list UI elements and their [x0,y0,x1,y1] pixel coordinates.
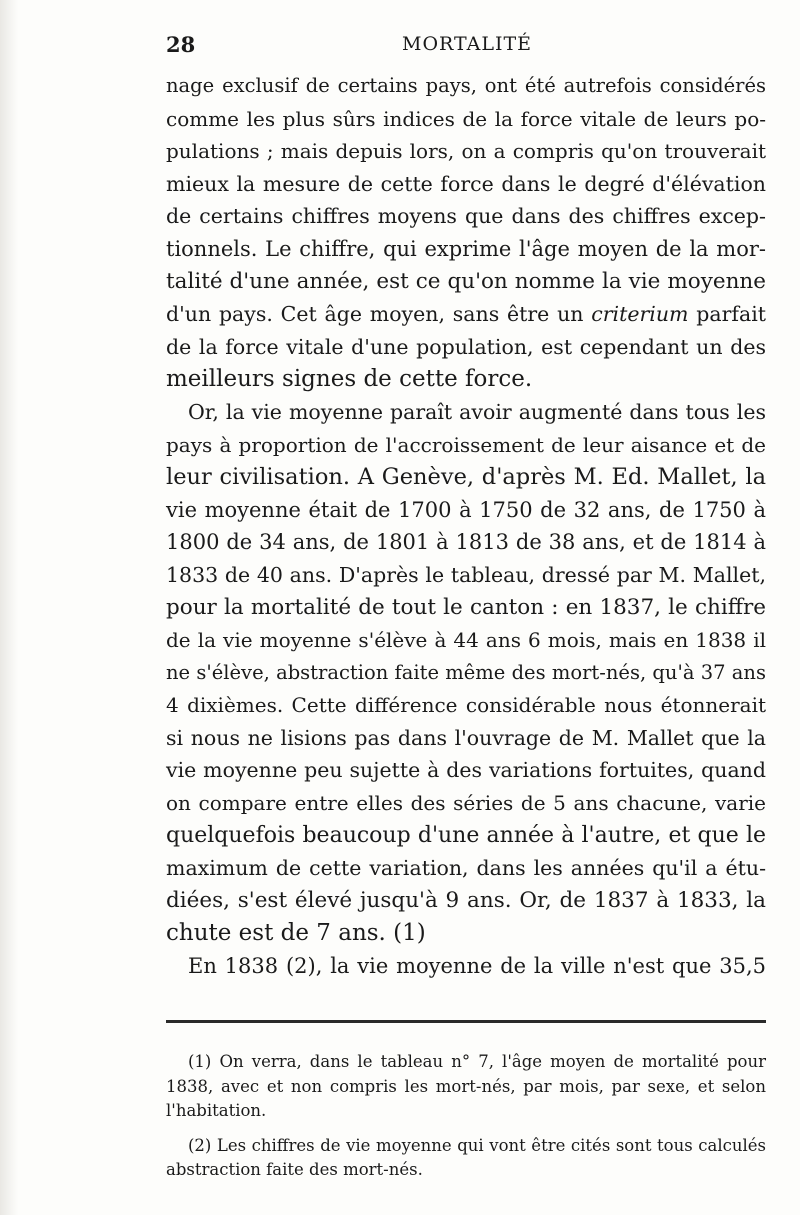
text-line: maximum de cette variation, dans les années qu'il a étu- [166,856,766,881]
text-line: de la force vitale d'une population, est cependant un des [166,334,766,359]
footnote-2-line: (2) Les chiffres de vie moyenne qui vont être cités sont tous calculés [188,1135,766,1155]
page-header [166,32,766,58]
body-text [166,70,766,983]
page-gutter-shadow [0,0,18,1215]
italic-term: criterium [591,302,689,327]
text-line: 1800 de 34 ans, de 1801 à 1813 de 38 ans, et de 1814 à [166,530,766,555]
footnote-spacer [166,1124,766,1134]
text-line-paragraph-end: meilleurs signes de cette force. [166,366,533,393]
footnote-2-line: abstraction faite des mort-nés. [166,1160,423,1179]
text-line: on compare entre elles des séries de 5 ans chacune, varie [166,791,766,816]
text-line: 4 dixièmes. Cette différence considérable nous étonnerait [166,693,766,718]
text-line: pulations ; mais depuis lors, on a compris qu'on trouverait [166,139,766,164]
text-line-paragraph-end: chute est de 7 ans. (1) [166,920,426,947]
footnotes [166,1050,766,1183]
footnote-rule [166,1020,766,1023]
text-line: si nous ne lisions pas dans l'ouvrage de M. Mallet que la [166,725,766,750]
text-line: quelquefois beaucoup d'une année à l'autre, et que le [166,822,766,848]
text-line: 1833 de 40 ans. D'après le tableau, dressé par M. Mallet, [166,562,766,587]
text-line: de certains chiffres moyens que dans des chiffres excep- [166,204,766,229]
text-line: talité d'une année, est ce qu'on nomme la vie moyenne [166,268,766,294]
footnote-1-line: l'habitation. [166,1101,267,1120]
text-line: pays à proportion de l'accroissement de leur aisance et de [166,432,766,457]
footnote-1-line: 1838, avec et non compris les mort-nés, par mois, par sexe, et selon [166,1076,766,1096]
text-line: comme les plus sûrs indices de la force vitale de leurs po- [166,106,766,131]
text-line: d'un pays. Cet âge moyen, sans être un criterium parfait [166,302,766,327]
footnote-1-line: (1) On verra, dans le tableau n° 7, l'âge moyen de mortalité pour [188,1052,766,1071]
text-line-paragraph-start: En 1838 (2), la vie moyenne de la ville n'est que 35,5 [188,954,766,979]
text-line: tionnels. Le chiffre, qui exprime l'âge moyen de la mor- [166,236,766,261]
page-number: 28 [166,32,196,57]
text-line: diées, s'est élevé jusqu'à 9 ans. Or, de 1837 à 1833, la [166,887,766,913]
running-head: MORTALITÉ [402,33,533,55]
text-line: mieux la mesure de cette force dans le degré d'élévation [166,171,766,196]
text-line: de la vie moyenne s'élève à 44 ans 6 mois, mais en 1838 il [166,628,766,653]
text-line: vie moyenne peu sujette à des variations fortuites, quand [166,758,766,783]
text-line: vie moyenne était de 1700 à 1750 de 32 ans, de 1750 à [166,497,766,522]
text-line: ne s'élève, abstraction faite même des mort-nés, qu'à 37 ans [166,660,766,684]
text-line-paragraph-start: Or, la vie moyenne paraît avoir augmenté dans tous les [188,399,766,424]
text-line: leur civilisation. A Genève, d'après M. Ed. Mallet, la [166,464,766,491]
text-line: nage exclusif de certains pays, ont été autrefois considérés [166,74,766,97]
text-line: pour la mortalité de tout le canton : en 1837, le chiffre [166,594,766,620]
